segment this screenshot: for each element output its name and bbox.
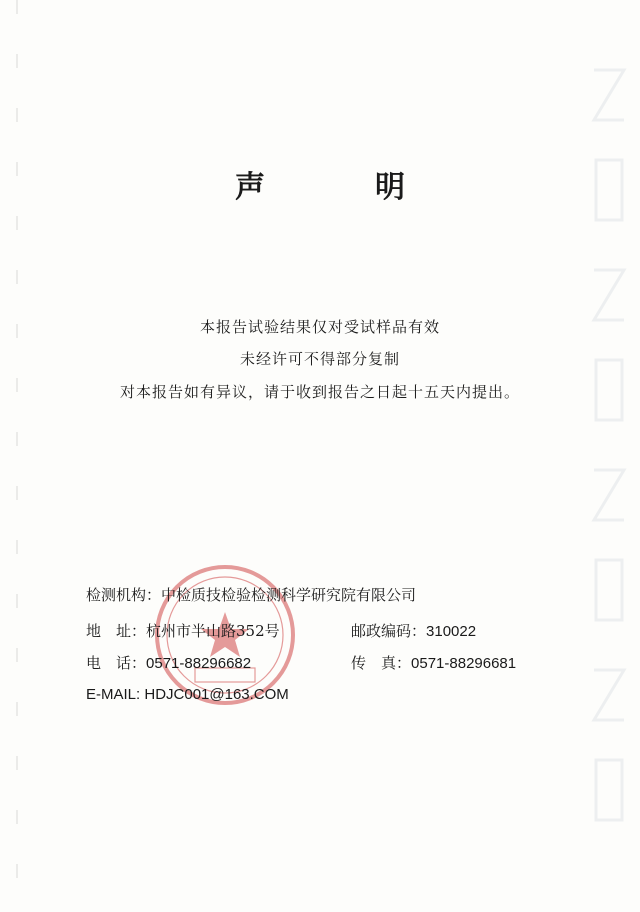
binding-edge	[14, 0, 20, 912]
page-title: 声 明	[235, 170, 445, 205]
email-value[interactable]: HDJC001@163.COM	[144, 686, 289, 703]
org-label: 检测机构：	[86, 586, 162, 604]
testing-org-row	[86, 584, 416, 605]
address-label: 地 址：	[86, 622, 147, 640]
notice-line: 未经许可不得部分复制	[239, 350, 400, 368]
notice-line: 对本报告如有异议，请于收到报告之日起十五天内提出。	[119, 383, 520, 401]
address-value: 杭州市半山路352号	[146, 622, 280, 640]
phone-value: 0571-88296682	[146, 655, 252, 672]
email-row	[86, 686, 289, 703]
postcode-label: 邮政编码：	[351, 622, 427, 640]
postcode-value: 310022	[426, 623, 477, 640]
fax-row	[351, 652, 516, 673]
notice-line: 本报告试验结果仅对受试样品有效	[199, 318, 440, 336]
phone-label: 电 话：	[86, 654, 147, 672]
address-row	[86, 620, 280, 641]
postcode-row	[351, 620, 476, 641]
fax-value: 0571-88296681	[411, 655, 517, 672]
email-label: E-MAIL:	[86, 686, 141, 703]
fax-label: 传 真：	[351, 654, 412, 672]
phone-row	[86, 652, 251, 673]
org-value: 中检质技检验检测科学研究院有限公司	[161, 586, 417, 604]
